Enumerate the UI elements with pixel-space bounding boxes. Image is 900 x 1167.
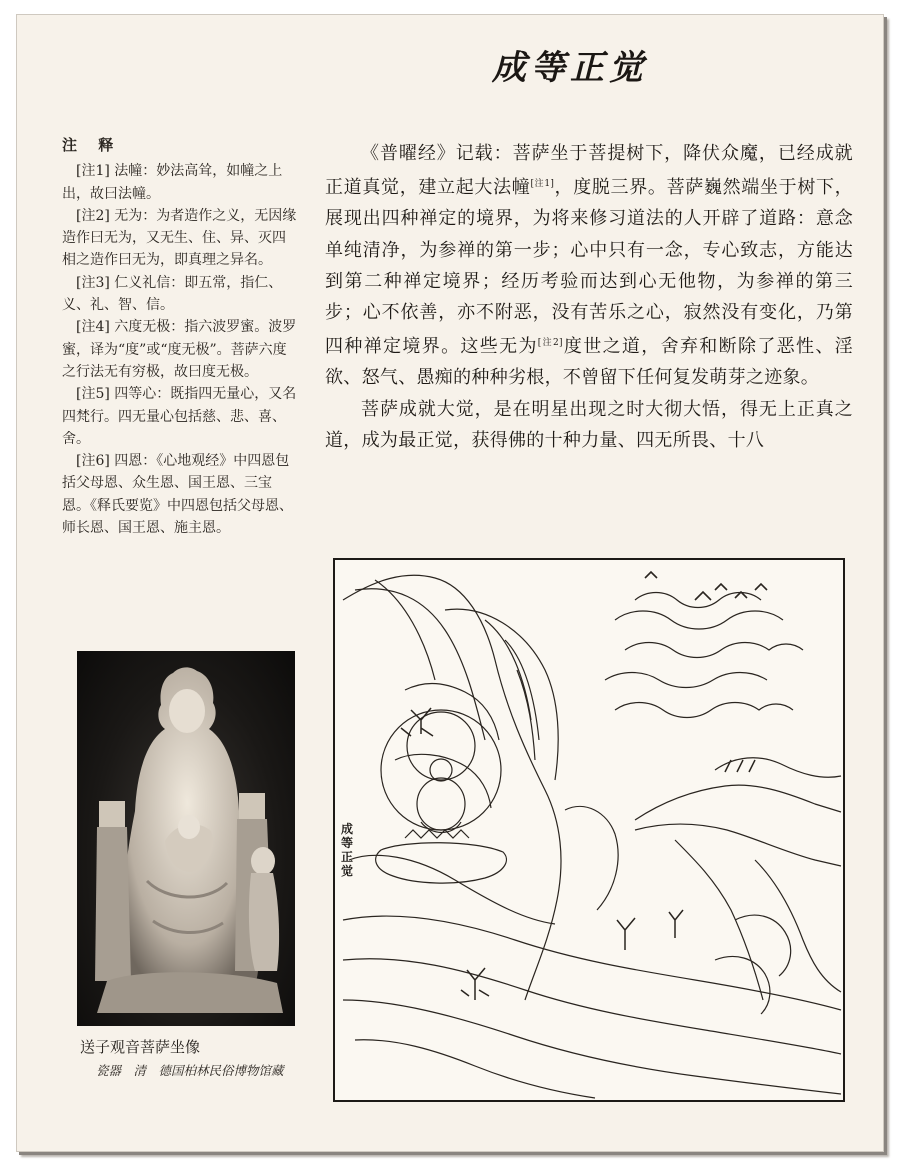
paragraph-1-part-b: ，度脱三界。菩萨巍然端坐于树下，展现出四种禅定的境界，为将来修习道法的人开辟了道路：意念单纯清净，为参禅的第一步；心中只有一念，专心致志，方能达到第二种禅定境界；经历考验而达到心无他物，为参禅的第三步；心不依善，亦不附恶，没有苦乐之心，寂然没有变化，乃第四种禅定境界。这些无为 — [325, 177, 853, 358]
footnote-ref-2: [注2] — [537, 338, 563, 349]
note-2: [注2] 无为：为者造作之义，无因缘造作曰无为，又无生、住、异、灭四相之造作曰无为，即真理之异名。 — [62, 207, 297, 269]
note-1: [注1] 法幢：妙法高耸，如幢之上出，故曰法幢。 — [62, 163, 283, 202]
main-text — [325, 138, 853, 456]
statue-image — [77, 651, 295, 1026]
photo-caption: 送子观音菩萨坐像 — [80, 1038, 201, 1056]
illustration-vertical-label: 成等正觉 — [341, 822, 354, 878]
woodcut-drawing — [335, 560, 843, 1100]
buddha-woodcut-illustration — [333, 558, 845, 1102]
notes-column — [62, 134, 298, 539]
note-4: [注4] 六度无极：指六波罗蜜。波罗蜜，译为“度”或“度无极”。菩萨六度之行法无有穷极，故曰度无极。 — [62, 319, 297, 380]
paragraph-1-part-a: 《普曜经》记载：菩萨坐于菩提树下，降伏众魔，已经成就正道真觉，建立起大法幢 — [325, 143, 853, 199]
guanyin-statue-photo — [77, 651, 295, 1026]
paragraph-1-part-c: 度世之道，舍弃和断除了恶性、淫欲、怒气、愚痴的种种劣根，不曾留下任何复发萌芽之迹象。 — [325, 336, 854, 389]
paragraph-1 — [325, 138, 853, 394]
page-title: 成等正觉 — [492, 48, 648, 88]
footnote-ref-1: [注1] — [530, 179, 555, 190]
notes-heading: 注 释 — [62, 136, 122, 154]
note-5: [注5] 四等心：既指四无量心，又名四梵行。四无量心包括慈、悲、喜、舍。 — [62, 386, 297, 447]
note-6: [注6] 四恩：《心地观经》中四恩包括父母恩、众生恩、国王恩、三宝恩。《释氏要览》中四恩包括父母恩、师长恩、国王恩、施主恩。 — [62, 453, 293, 537]
paragraph-2: 菩萨成就大觉，是在明星出现之时大彻大悟，得无上正真之道，成为最正觉，获得佛的十种力量、四无所畏、十八 — [325, 398, 853, 451]
note-3: [注3] 仁义礼信：即五常，指仁、义、礼、智、信。 — [62, 274, 283, 314]
photo-credit: 瓷器 清 德国柏林民俗博物馆藏 — [96, 1063, 284, 1078]
